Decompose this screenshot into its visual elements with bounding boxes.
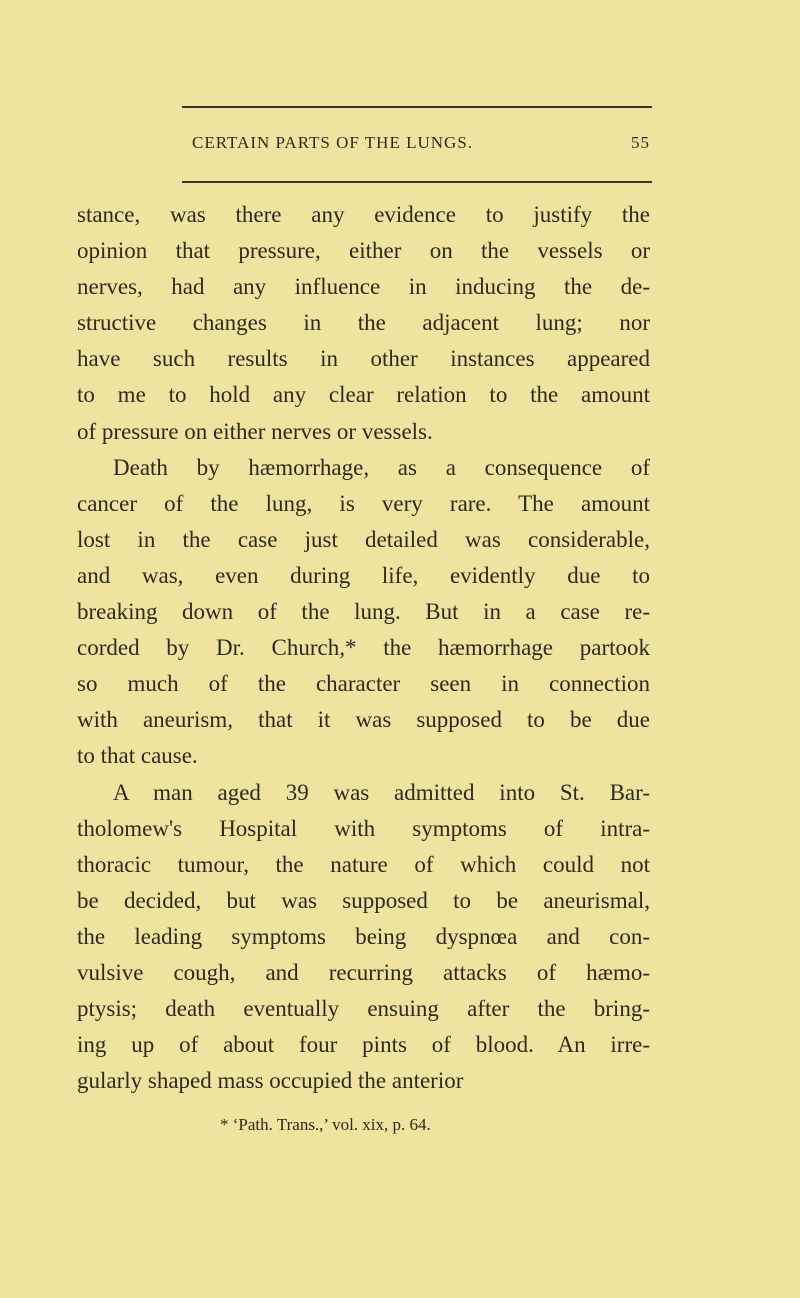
text-line: be decided, but was supposed to be aneurismal, xyxy=(77,887,650,913)
text-line: ptysis; death eventually ensuing after the bring- xyxy=(77,996,650,1022)
text-line: cancer of the lung, is very rare. The amount xyxy=(77,490,650,516)
running-title: CERTAIN PARTS OF THE LUNGS. xyxy=(192,133,473,152)
header-rule-bottom xyxy=(182,181,652,183)
text-line: the leading symptoms being dyspnœa and con- xyxy=(77,923,650,949)
text-line: and was, even during life, evidently due to xyxy=(77,562,650,588)
text-line: structive changes in the adjacent lung; nor xyxy=(77,310,650,336)
text-line: breaking down of the lung. But in a case re- xyxy=(77,599,650,625)
header-rule-top xyxy=(182,106,652,108)
text-line: so much of the character seen in connection xyxy=(77,671,650,697)
text-line: opinion that pressure, either on the vessels or xyxy=(77,238,650,264)
text-line: vulsive cough, and recurring attacks of hæmo- xyxy=(77,959,650,985)
running-header xyxy=(192,132,650,154)
text-line: to that cause. xyxy=(77,743,198,769)
text-line: tholomew's Hospital with symptoms of intra- xyxy=(77,815,650,841)
text-line: of pressure on either nerves or vessels. xyxy=(77,418,433,444)
text-line: stance, was there any evidence to justify the xyxy=(77,202,650,227)
text-line: with aneurism, that it was supposed to be due xyxy=(77,707,650,733)
text-line: nerves, had any influence in inducing the de- xyxy=(77,274,650,300)
text-line: corded by Dr. Church,* the hæmorrhage partook xyxy=(77,635,650,661)
body-text xyxy=(77,197,650,1099)
text-line: ing up of about four pints of blood. An irre- xyxy=(77,1032,650,1058)
text-line: lost in the case just detailed was considerable, xyxy=(77,526,650,552)
text-line: Death by hæmorrhage, as a consequence of xyxy=(113,454,650,480)
page-number: 55 xyxy=(631,133,650,152)
text-line: gularly shaped mass occupied the anterior xyxy=(77,1068,464,1094)
text-line: to me to hold any clear relation to the amount xyxy=(77,382,650,408)
footnote: * ‘Path. Trans.,’ vol. xix, p. 64. xyxy=(220,1115,431,1134)
text-line: A man aged 39 was admitted into St. Bar- xyxy=(113,779,650,805)
text-line: thoracic tumour, the nature of which could not xyxy=(77,851,650,877)
text-line: have such results in other instances appeared xyxy=(77,346,650,372)
